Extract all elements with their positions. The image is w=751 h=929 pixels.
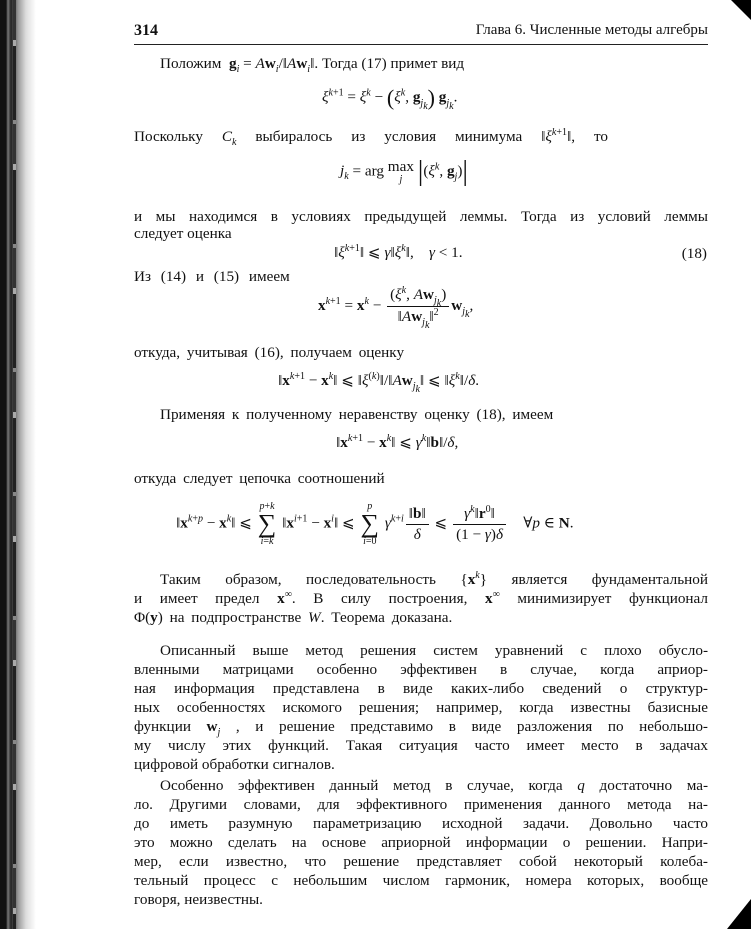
text-line: Положим $g_i$ = $Aw_i/‖Aw_i‖$. Тогда (17) примет вид <box>160 55 465 76</box>
text-line: ло. Другими словами, для эффективного применения данного метода на- <box>134 796 708 813</box>
equation-chain: $‖x^{k+p}$ − $x^k‖$ ⩽ p+k ∑ i=k $‖x^{i+1}$ − $x^i‖$ ⩽ p ∑ i=0 $\gamma^{k+i}$ $\frac{‖b‖}{\delta}$ ⩽ $\frac{\gamma^k‖r^0‖}{(1 - \gamma)\delta}$ ∀p ∈ N. <box>176 501 574 547</box>
equation-x-update: $x^{k+1} = x^k$ − $\frac{(\xi^k, Aw_{j_k})}{‖Aw_{j_k}‖^2}$ $w_{j_k}$, <box>318 284 474 332</box>
scan-binding-shadow <box>0 0 36 929</box>
text-line: Φ(y) на подпространстве W. Теорема доказана. <box>134 609 453 626</box>
equation-number: (18) <box>681 245 707 262</box>
text-line: и имеет предел x∞. В силу построения, x∞ минимизирует функционал <box>134 588 709 607</box>
text-line: тельный процесс с небольшим числом гармоник, номера которых, вообще <box>134 872 708 889</box>
text-line: следует оценка <box>134 225 232 242</box>
text-line: ных особенностях искомого решения; например, когда известны базисные <box>134 699 708 716</box>
text-line: Применяя к полученному неравенству оценку (18), имеем <box>160 406 554 423</box>
text-line: ная информация представлена в виде каких-либо сведений о структур- <box>134 680 708 697</box>
text-line: Из (14) и (15) имеем <box>134 268 290 285</box>
equation-gamma-bound: $‖x^{k+1}$ − $x^k‖$ ⩽ $\gamma^k‖b‖/\delta$, <box>336 432 459 451</box>
text-line: вленными матрицами особенно эффективен в случае, когда априор- <box>134 661 708 678</box>
equation-xi-update: $\xi^{k+1} = \xi^k - (\xi^k$, $g_{j_k}$) $g_{j_k}$. <box>322 85 458 112</box>
text-line: му числу этих функций. Такая ситуация часто имеет место в задачах <box>134 737 708 754</box>
text-line: откуда, учитывая (16), получаем оценку <box>134 344 405 361</box>
text-line: Таким образом, последовательность $\{x^k\}$ является фундаментальной <box>160 569 708 588</box>
math-inline: $g_i$ = $Aw_i/‖Aw_i‖$ <box>228 55 315 76</box>
text-line: Поскольку $C_k$ выбиралось из условия минимума $‖\xi^{k+1}‖$, то <box>134 126 609 149</box>
equation-argmax: $j_k$ = arg max j $|(\xi^k$, $g_j)|$ <box>340 156 468 187</box>
equation-estimate: $‖x^{k+1}$ − $x^k‖$ ⩽ $‖\xi^{(k)}‖/‖Aw_{j_k}‖$ ⩽ $‖\xi^k‖/\delta$. <box>278 370 480 396</box>
running-head: Глава 6. Численные методы алгебры <box>475 22 708 38</box>
text-line: цифровой обработки сигналов. <box>134 756 335 773</box>
scan-corner-top-right <box>731 0 751 20</box>
equation-18: $‖\xi^{k+1}‖$ ⩽ $\gamma‖\xi^k‖$, γ < 1. <box>334 242 463 261</box>
text-line: откуда следует цепочка соотношений <box>134 470 385 487</box>
page-number: 314 <box>134 22 158 39</box>
scan-corner-bottom-right <box>727 899 751 929</box>
text-line: и мы находимся в условиях предыдущей леммы. Тогда из условий леммы <box>134 208 708 225</box>
page-header <box>134 22 708 45</box>
text-line: Особенно эффективен данный метод в случае, когда q достаточно ма- <box>160 777 709 794</box>
text-line: до иметь разумную параметризацию исходной задачи. Довольно часто <box>134 815 708 832</box>
text-line: говоря, неизвестны. <box>134 891 263 908</box>
text-line: мер, если известно, что решение представляет собой некоторый колеба- <box>134 853 708 870</box>
text-line: функции $w_j$ , и решение представимо в виде разложения по небольшо- <box>134 718 708 739</box>
text-line: это можно сделать на основе априорной информации о решении. Напри- <box>134 834 708 851</box>
text-line: Описанный выше метод решения систем уравнений с плохо обусло- <box>160 642 708 659</box>
